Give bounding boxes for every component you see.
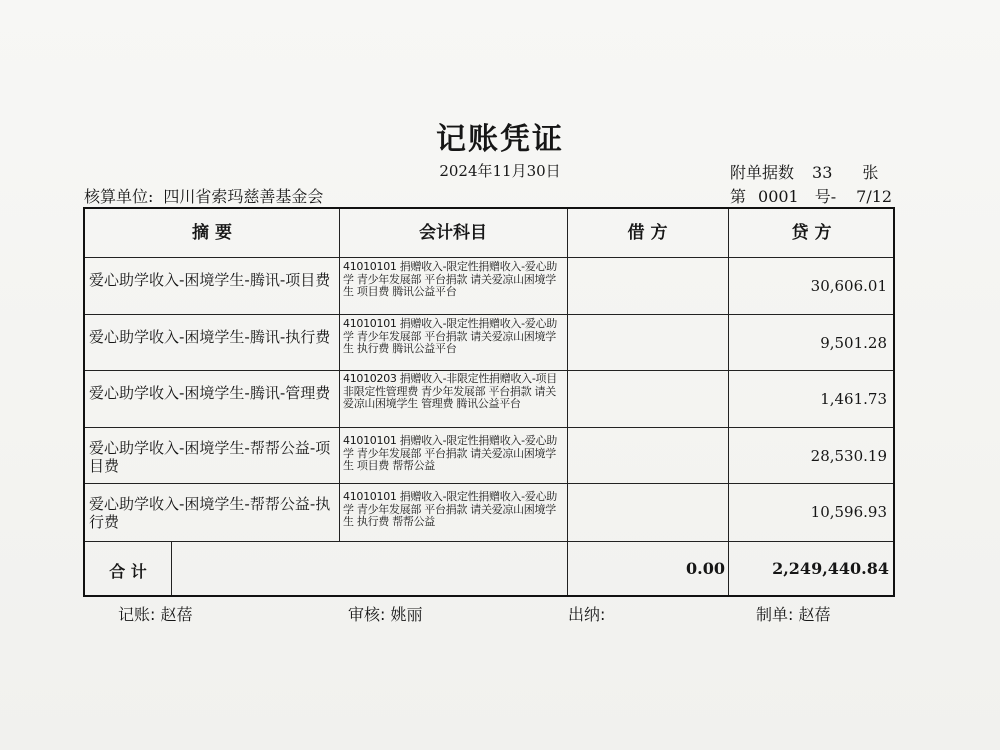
header-summary: 摘 要: [192, 223, 232, 243]
row-credit: 1,461.73: [820, 390, 887, 408]
row-credit: 28,530.19: [810, 447, 887, 465]
total-debit: 0.00: [686, 559, 725, 578]
table-row: [85, 370, 893, 427]
row-summary: 爱心助学收入-困境学生-腾讯-执行费: [89, 328, 331, 346]
attachment-count: [730, 160, 878, 183]
row-credit: 9,501.28: [820, 334, 887, 352]
divider: [85, 541, 893, 542]
voucher-number-suffix: 号-: [814, 187, 837, 206]
attachment-label: 附单据数: [730, 163, 795, 182]
total-label: 合 计: [109, 562, 147, 581]
reviewer: 审核: 姚丽: [348, 605, 423, 624]
voucher-table: [83, 207, 895, 597]
bookkeeper: 记账: 赵蓓: [118, 605, 193, 624]
row-credit: 30,606.01: [810, 277, 887, 295]
row-account: 41010101 捐赠收入-限定性捐赠收入-爱心助学 青少年发展部 平台捐款 请关爱凉山困境学生 项目费 帮帮公益: [343, 434, 557, 472]
row-account: 41010203 捐赠收入-非限定性捐赠收入-项目非限定性管理费 青少年发展部 平台捐款 请关爱凉山困境学生 管理费 腾讯公益平台: [343, 372, 557, 410]
row-account: 41010101 捐赠收入-限定性捐赠收入-爱心助学 青少年发展部 平台捐款 请关爱凉山困境学生 执行费 帮帮公益: [343, 490, 557, 528]
attachment-unit: 张: [862, 163, 879, 182]
accounting-unit-value: 四川省索玛慈善基金会: [163, 187, 324, 206]
voucher-number-prefix: 第: [730, 187, 747, 206]
total-credit: 2,249,440.84: [772, 559, 889, 578]
row-summary: 爱心助学收入-困境学生-腾讯-管理费: [89, 384, 331, 402]
row-account: 41010101 捐赠收入-限定性捐赠收入-爱心助学 青少年发展部 平台捐款 请关爱凉山困境学生 执行费 腾讯公益平台: [343, 317, 557, 355]
voucher-number: [730, 184, 892, 207]
voucher-title: 记账凭证: [436, 122, 564, 157]
accounting-unit-label: 核算单位:: [84, 187, 154, 206]
voucher-page: 7/12: [856, 187, 893, 206]
header-credit: 贷 方: [791, 223, 832, 243]
table-row: [85, 257, 893, 314]
header-debit: 借 方: [627, 223, 668, 243]
preparer: 制单: 赵蓓: [756, 605, 831, 624]
header-account: 会计科目: [419, 223, 487, 243]
voucher-number-value: 0001: [758, 187, 799, 206]
table-row: [85, 483, 893, 541]
row-account: 41010101 捐赠收入-限定性捐赠收入-爱心助学 青少年发展部 平台捐款 请关爱凉山困境学生 项目费 腾讯公益平台: [343, 260, 557, 298]
divider: [171, 541, 172, 595]
cashier: 出纳:: [568, 605, 606, 624]
row-summary: 爱心助学收入-困境学生-腾讯-项目费: [89, 271, 331, 289]
voucher-date: 2024年11月30日: [439, 162, 561, 180]
attachment-number: 33: [812, 163, 833, 182]
table-row: [85, 427, 893, 483]
row-summary: 爱心助学收入-困境学生-帮帮公益-项目费: [89, 439, 331, 475]
row-credit: 10,596.93: [810, 503, 887, 521]
accounting-unit: [84, 184, 323, 207]
row-summary: 爱心助学收入-困境学生-帮帮公益-执行费: [89, 495, 331, 531]
table-row: [85, 314, 893, 370]
